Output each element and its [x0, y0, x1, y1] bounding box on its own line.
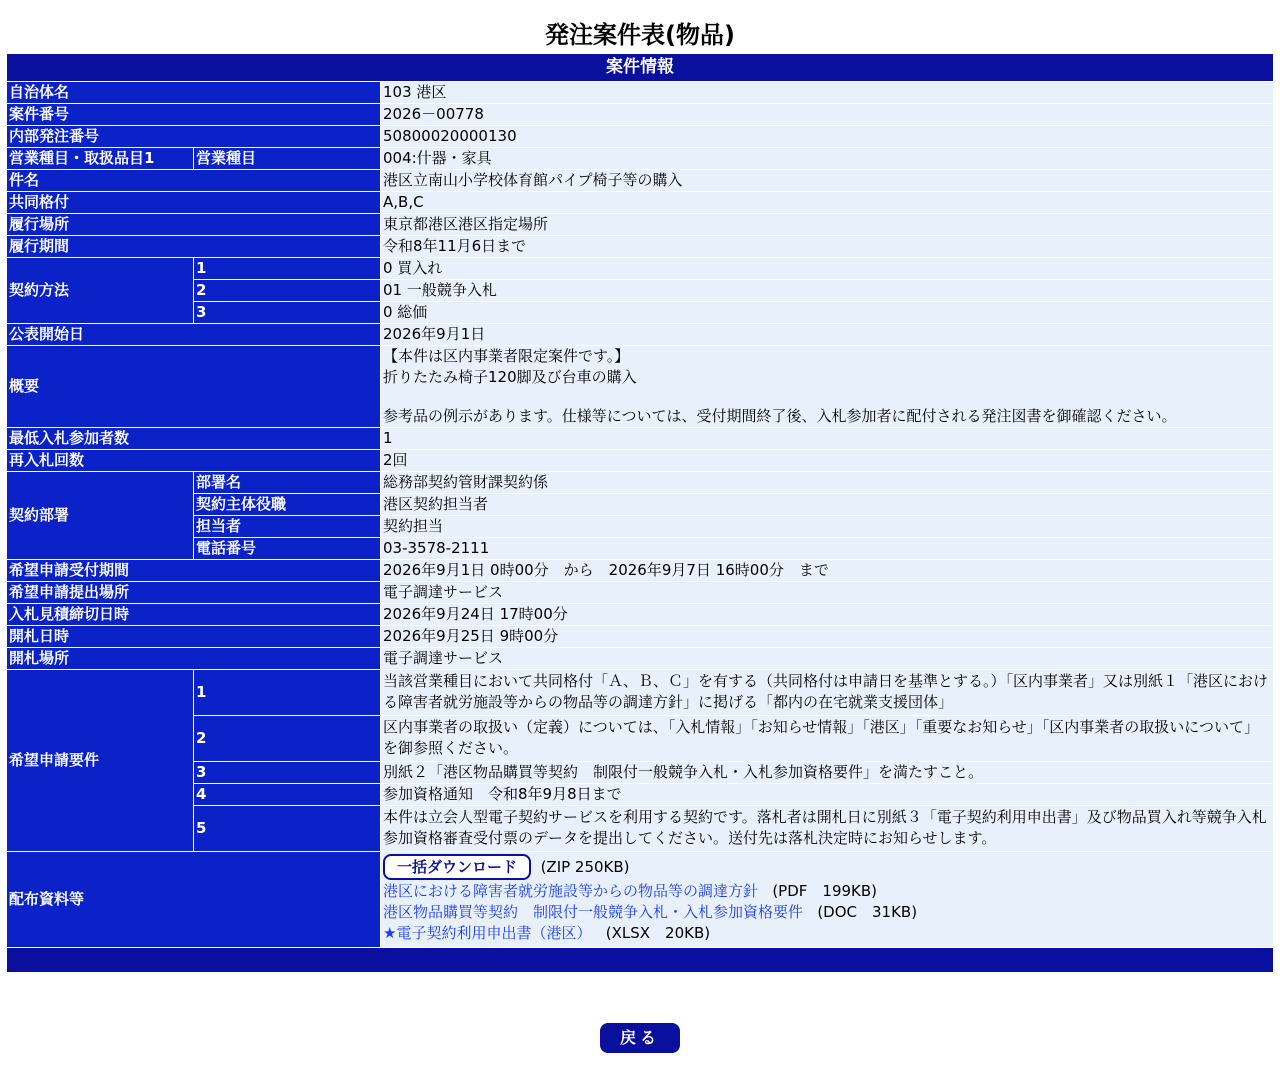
table-row	[7, 170, 1273, 191]
row-label: 希望申請受付期間	[7, 560, 380, 581]
row-label: 内部発注番号	[7, 126, 380, 147]
subject-value: 港区立南山小学校体育館パイプ椅子等の購入	[381, 170, 1273, 191]
table-row	[7, 472, 1273, 493]
row-label: 履行期間	[7, 236, 380, 257]
file-link[interactable]: 港区物品購買等契約 制限付一般競争入札・入札参加資格要件	[383, 903, 804, 921]
row-label: 契約部署	[7, 472, 193, 559]
row-label: 希望申請要件	[7, 670, 193, 851]
row-sublabel: 3	[194, 302, 380, 323]
row-label: 概要	[7, 346, 380, 427]
table-row	[7, 450, 1273, 471]
opening-place-value: 電子調達サービス	[381, 648, 1273, 669]
row-sublabel: 電話番号	[194, 538, 380, 559]
business-category-value: 004:什器・家具	[381, 148, 1273, 169]
back-button[interactable]: 戻る	[600, 1023, 680, 1053]
row-label: 案件番号	[7, 104, 380, 125]
row-label: 自治体名	[7, 82, 380, 103]
table-row	[7, 762, 1273, 783]
summary-line: 折りたたみ椅子120脚及び台車の購入	[383, 368, 637, 386]
row-label: 最低入札参加者数	[7, 428, 380, 449]
row-sublabel: 契約主体役職	[194, 494, 380, 515]
department-value: 総務部契約管財課契約係	[381, 472, 1273, 493]
summary-line: 参考品の例示があります。仕様等については、受付期間終了後、入札参加者に配付される発注図書を御確認ください。	[383, 407, 1177, 425]
min-bidders-value: 1	[381, 428, 1273, 449]
row-sublabel: 5	[194, 806, 380, 851]
row-label: 契約方法	[7, 258, 193, 323]
rebid-count-value: 2回	[381, 450, 1273, 471]
row-label: 配布資料等	[7, 852, 380, 947]
row-label: 再入札回数	[7, 450, 380, 471]
requirement-value: 参加資格通知 令和8年9月8日まで	[381, 784, 1273, 805]
row-sublabel: 1	[194, 258, 380, 279]
table-row	[7, 716, 1273, 761]
row-sublabel: 2	[194, 716, 380, 761]
table-row	[7, 280, 1273, 301]
table-row	[7, 670, 1273, 715]
file-info: (XLSX 20KB)	[605, 924, 711, 942]
phone-number-value: 03-3578-2111	[381, 538, 1273, 559]
file-link[interactable]: ★電子契約利用申出書（港区）	[383, 924, 592, 942]
bulk-download-button[interactable]: 一括ダウンロード	[383, 854, 531, 880]
row-sublabel: 2	[194, 280, 380, 301]
table-row	[7, 538, 1273, 559]
table-row	[7, 806, 1273, 851]
table-row	[7, 214, 1273, 235]
table-row	[7, 428, 1273, 449]
row-sublabel: 1	[194, 670, 380, 715]
application-period-value: 2026年9月1日 0時00分 から 2026年9月7日 16時00分 まで	[381, 560, 1273, 581]
row-label: 希望申請提出場所	[7, 582, 380, 603]
file-info: (DOC 31KB)	[817, 903, 918, 921]
contract-method-value: 0 買入れ	[381, 258, 1273, 279]
page-title: 発注案件表(物品)	[545, 21, 735, 49]
distribution-materials	[381, 852, 1273, 947]
opening-datetime-value: 2026年9月25日 9時00分	[381, 626, 1273, 647]
table-row	[7, 104, 1273, 125]
download-size: (ZIP 250KB)	[540, 858, 630, 876]
publication-date-value: 2026年9月1日	[381, 324, 1273, 345]
requirement-value: 別紙２「港区物品購買等契約 制限付一般競争入札・入札参加資格要件」を満たすこと。	[381, 762, 1273, 783]
delivery-place-value: 東京都港区港区指定場所	[381, 214, 1273, 235]
table-row	[7, 82, 1273, 103]
requirement-value: 区内事業者の取扱い（定義）については、「入札情報」「お知らせ情報」「港区」「重要なお知らせ」「区内事業者の取扱いについて」を御参照ください。	[381, 716, 1273, 761]
row-sublabel: 部署名	[194, 472, 380, 493]
file-link[interactable]: 港区における障害者就労施設等からの物品等の調達方針	[383, 882, 759, 900]
contract-method-value: 01 一般競争入札	[381, 280, 1273, 301]
section-header: 案件情報	[7, 54, 1273, 81]
case-info-table	[6, 53, 1274, 973]
case-number-value: 2026－00778	[381, 104, 1273, 125]
contract-officer-title-value: 港区契約担当者	[381, 494, 1273, 515]
table-row	[7, 324, 1273, 345]
table-footer-bar	[7, 948, 1273, 972]
file-info: (PDF 199KB)	[772, 882, 878, 900]
table-row	[7, 258, 1273, 279]
row-label: 件名	[7, 170, 380, 191]
row-label: 履行場所	[7, 214, 380, 235]
submission-place-value: 電子調達サービス	[381, 582, 1273, 603]
row-label: 入札見積締切日時	[7, 604, 380, 625]
table-row	[7, 346, 1273, 427]
table-row	[7, 148, 1273, 169]
table-row	[7, 126, 1273, 147]
table-row	[7, 648, 1273, 669]
bid-deadline-value: 2026年9月24日 17時00分	[381, 604, 1273, 625]
row-sublabel: 営業種目	[194, 148, 380, 169]
row-label: 共同格付	[7, 192, 380, 213]
row-sublabel: 3	[194, 762, 380, 783]
table-row	[7, 582, 1273, 603]
table-row	[7, 516, 1273, 537]
row-sublabel: 担当者	[194, 516, 380, 537]
internal-order-number-value: 50800020000130	[381, 126, 1273, 147]
table-row	[7, 626, 1273, 647]
table-row	[7, 494, 1273, 515]
joint-rating-value: A,B,C	[381, 192, 1273, 213]
table-row	[7, 604, 1273, 625]
table-row	[7, 236, 1273, 257]
table-row	[7, 302, 1273, 323]
summary-value	[381, 346, 1273, 427]
requirement-value: 当該営業種目において共同格付「Ａ、Ｂ、Ｃ」を有する（共同格付は申請日を基準とする。）「区内事業者」又は別紙１「港区における障害者就労施設等からの物品等の調達方針」に掲げる「都内の在宅就業支援団体」	[381, 670, 1273, 715]
requirement-value: 本件は立会人型電子契約サービスを利用する契約です。落札者は開札日に別紙３「電子契約利用申出書」及び物品買入れ等競争入札参加資格審査受付票のデータを提出してください。送付先は落札決定時にお知らせします。	[381, 806, 1273, 851]
table-row	[7, 560, 1273, 581]
municipality-value: 103 港区	[381, 82, 1273, 103]
delivery-period-value: 令和8年11月6日まで	[381, 236, 1273, 257]
row-label: 公表開始日	[7, 324, 380, 345]
person-in-charge-value: 契約担当	[381, 516, 1273, 537]
row-label: 開札場所	[7, 648, 380, 669]
row-sublabel: 4	[194, 784, 380, 805]
summary-line: 【本件は区内事業者限定案件です。】	[383, 347, 630, 365]
table-row	[7, 784, 1273, 805]
table-row	[7, 192, 1273, 213]
contract-method-value: 0 総価	[381, 302, 1273, 323]
row-label: 営業種目・取扱品目1	[7, 148, 193, 169]
table-row	[7, 852, 1273, 947]
row-label: 開札日時	[7, 626, 380, 647]
